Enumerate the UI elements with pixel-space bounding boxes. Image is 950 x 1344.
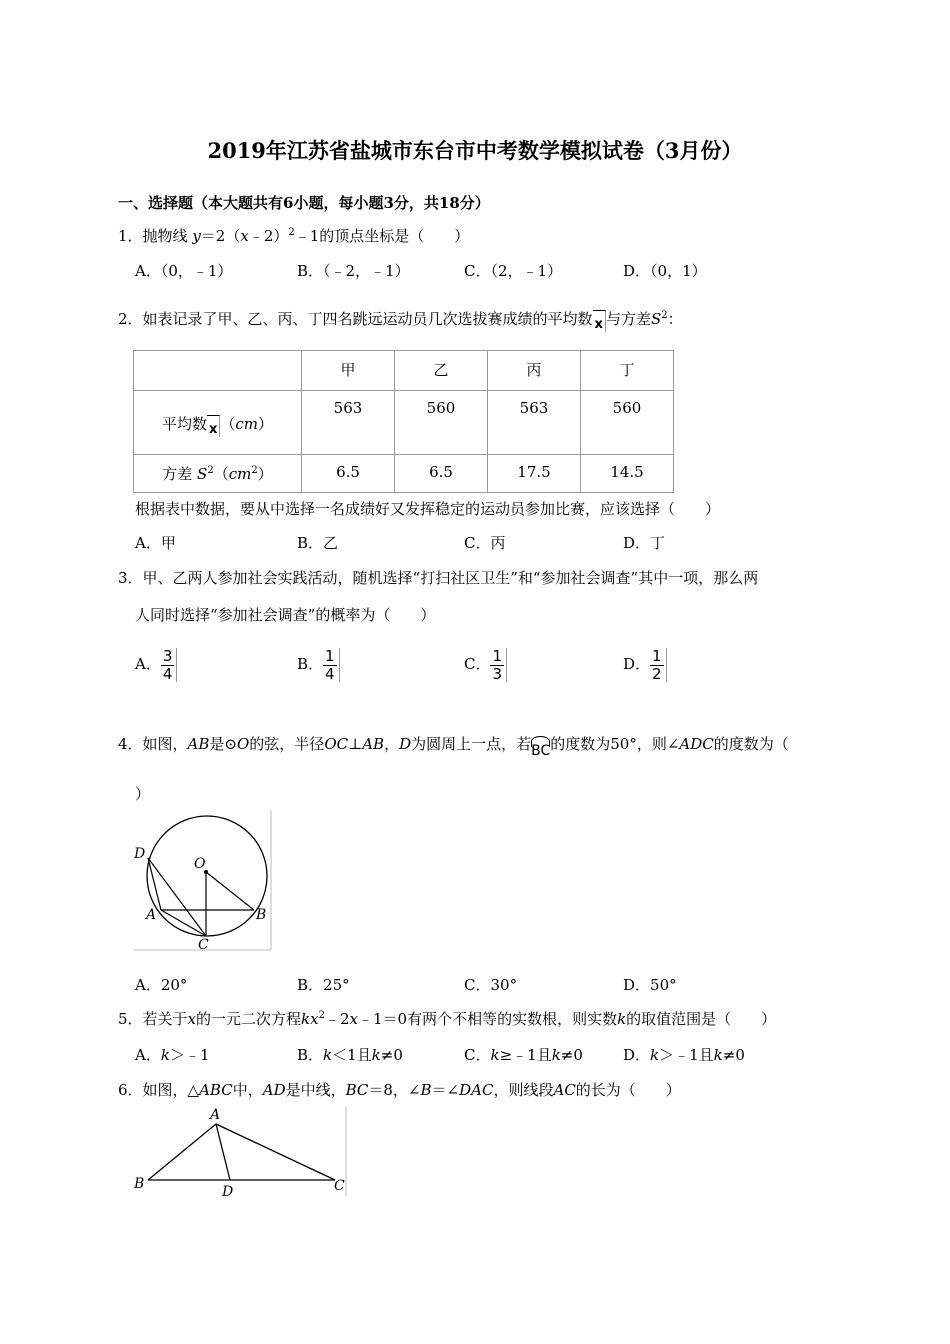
question-3-option-d[interactable]: D． $\frac{1}{2}$ (623, 647, 662, 683)
question-5-option-d[interactable]: D．k＞﹣1且k≠0 (623, 1046, 745, 1064)
table-header: 丁 (581, 351, 674, 391)
mean-symbol: x (593, 310, 606, 332)
scores-table (133, 350, 674, 493)
segment-ad (216, 1124, 230, 1180)
table-row (134, 391, 674, 455)
table-header-row (134, 351, 674, 391)
table-row (134, 455, 674, 493)
question-1-option-c[interactable]: C．（2，﹣1） (464, 262, 563, 280)
question-1-option-a[interactable]: A．（0，﹣1） (135, 262, 233, 280)
question-5-stem: 5．若关于x的一元二次方程$kx^2﹣2x﹣1=0$有两个不相等的实数根，则实数k的取值范围是（ ） (118, 1010, 777, 1028)
label-a: A (146, 907, 157, 923)
question-3-option-a[interactable]: A． $\frac{3}{4}$ (135, 647, 173, 683)
question-5-option-c[interactable]: C．k≥﹣1且k≠0 (464, 1046, 583, 1064)
question-2-stem: 2．如表记录了甲、乙、丙、丁四名跳远运动员几次选拔赛成绩的平均数 x 与方差$S^2$： (118, 310, 683, 332)
table-cell: 560 (581, 391, 674, 455)
table-cell: 14.5 (581, 455, 674, 493)
question-1-stem: 1．抛物线 y＝2（x﹣2）$^2$﹣1的顶点坐标是（ ） (118, 227, 470, 245)
table-header: 甲 (302, 351, 395, 391)
row-label-mean: 平均数 x （cm） (134, 391, 302, 455)
label-d: D (222, 1184, 234, 1200)
label-b: B (134, 1176, 145, 1192)
segment-ac (216, 1124, 335, 1180)
question-2-option-c[interactable]: C．丙 (464, 534, 506, 552)
question-4-line-2: ） (135, 785, 151, 803)
radius-ob (206, 872, 254, 910)
question-2-follow: 根据表中数据，要从中选择一名成绩好又发挥稳定的运动员参加比赛，应该选择（ ） (135, 500, 721, 518)
question-5-option-b[interactable]: B．k＜1且k≠0 (297, 1046, 403, 1064)
label-d: D (134, 846, 146, 862)
question-6-stem: 6．如图，△ABC中，AD是中线，BC＝8，∠B＝∠DAC，则线段AC的长为（ ） (118, 1081, 681, 1099)
mean-symbol: x (207, 415, 220, 437)
question-4-option-a[interactable]: A．20° (135, 976, 188, 994)
table-corner (134, 351, 302, 391)
page-title: 2019年江苏省盐城市东台市中考数学模拟试卷（3月份） (207, 138, 743, 163)
question-3-line-1: 3．甲、乙两人参加社会实践活动，随机选择“打扫社区卫生”和“参加社会调查”其中一项，那么两 (118, 569, 759, 587)
question-2-option-a[interactable]: A．甲 (135, 534, 176, 552)
question-4-stem: 4．如图，AB是⊙O的弦，半径OC⊥AB，D为圆周上一点，若BC的度数为50°，则∠ADC的度数为（ (118, 735, 789, 759)
label-a: A (210, 1107, 221, 1123)
section-heading: 一、选择题（本大题共有6小题，每小题3分，共18分） (118, 194, 490, 212)
label-o: O (194, 856, 206, 872)
fraction: $\frac{1}{2}$ (652, 647, 662, 683)
fraction: $\frac{1}{3}$ (492, 647, 503, 683)
question-1-option-d[interactable]: D．（0，1） (623, 262, 707, 280)
question-1-option-b[interactable]: B．（﹣2，﹣1） (297, 262, 410, 280)
question-4-option-c[interactable]: C．30° (464, 976, 518, 994)
fraction: $\frac{3}{4}$ (162, 647, 173, 683)
table-cell: 563 (302, 391, 395, 455)
question-2-option-d[interactable]: D．丁 (623, 534, 666, 552)
table-header: 丙 (488, 351, 581, 391)
question-3-line-2: 人同时选择“参加社会调查”的概率为（ ） (135, 606, 436, 624)
circle-o (147, 816, 267, 936)
segment-ac (161, 910, 206, 936)
row-label-variance: 方差 $S^2(cm^2)$ (134, 455, 302, 493)
table-cell: 17.5 (488, 455, 581, 493)
question-3-option-b[interactable]: B． $\frac{1}{4}$ (297, 647, 335, 683)
table-header: 乙 (395, 351, 488, 391)
table-cell: 560 (395, 391, 488, 455)
question-4-option-b[interactable]: B．25° (297, 976, 350, 994)
arc-bc: BC (531, 743, 551, 759)
fraction: $\frac{1}{4}$ (325, 647, 335, 683)
question-4-figure (134, 810, 274, 952)
question-2-option-b[interactable]: B．乙 (297, 534, 339, 552)
table-cell: 6.5 (395, 455, 488, 493)
question-3-option-c[interactable]: C． $\frac{1}{3}$ (464, 647, 503, 683)
question-5-option-a[interactable]: A．k＞﹣1 (135, 1046, 210, 1064)
label-c: C (198, 937, 209, 952)
table-cell: 6.5 (302, 455, 395, 493)
segment-ab (148, 1124, 216, 1180)
label-b: B (256, 907, 267, 923)
question-6-figure (132, 1104, 350, 1200)
label-c: C (334, 1178, 345, 1194)
question-4-option-d[interactable]: D．50° (623, 976, 677, 994)
table-cell: 563 (488, 391, 581, 455)
